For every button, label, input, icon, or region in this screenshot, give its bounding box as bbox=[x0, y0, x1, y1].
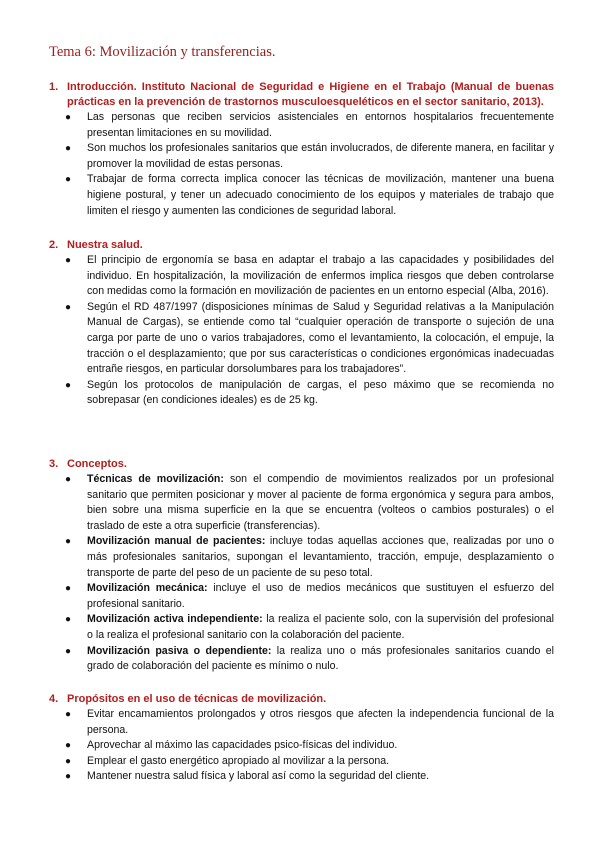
bullet-dot-icon: ● bbox=[64, 755, 72, 767]
list-item bbox=[49, 472, 554, 534]
list-item bbox=[49, 581, 554, 612]
bullet-dot-icon: ● bbox=[64, 174, 72, 186]
bullet-dot-icon: ● bbox=[64, 536, 72, 548]
section-heading-text: Propósitos en el uso de técnicas de movilización. bbox=[67, 693, 327, 705]
section-heading bbox=[49, 692, 554, 707]
bullet-dot-icon: ● bbox=[64, 614, 72, 626]
section-heading bbox=[49, 238, 554, 253]
bullet-list bbox=[49, 253, 554, 409]
bullet-dot-icon: ● bbox=[64, 379, 72, 391]
page-title: Tema 6: Movilización y transferencias. bbox=[49, 44, 276, 60]
list-item bbox=[49, 612, 554, 643]
bullet-list bbox=[49, 110, 554, 219]
bullet-list bbox=[49, 707, 554, 785]
section-number: 2. bbox=[49, 239, 59, 251]
section-conceptos bbox=[49, 457, 554, 675]
list-item-text: Según el RD 487/1997 (disposiciones mínimas de Salud y Seguridad relativas a la Manipulación Manual de Cargas), se entiende como tal “cualquier operación de transporte o sujeción de una carga por parte de uno o varios trabajadores, como el levantamiento, la colocación, el empuje, la tracción o el desplazamiento; que por sus características o condiciones ergonómicas inadecuadas entrañe riesgos, en particular dorsolumbares para los trabajadores”. bbox=[87, 300, 554, 376]
bullet-dot-icon: ● bbox=[64, 143, 72, 155]
list-item bbox=[49, 707, 554, 738]
bullet-dot-icon: ● bbox=[64, 301, 72, 313]
section-nuestra-salud bbox=[49, 238, 554, 409]
list-item-text: Movilización activa independiente: la realiza el paciente solo, con la supervisión del profesional o la realiza el profesional sanitario con la colaboración del paciente. bbox=[87, 613, 555, 641]
section-heading-text: Conceptos. bbox=[67, 458, 127, 470]
list-item bbox=[49, 534, 554, 581]
section-introduccion bbox=[49, 80, 554, 219]
bullet-dot-icon: ● bbox=[64, 709, 72, 720]
list-item-text: Las personas que reciben servicios asistenciales en entornos hospitalarios frecuentemente presentan limitaciones en su movilidad. bbox=[87, 111, 554, 139]
list-item bbox=[49, 141, 554, 172]
section-number: 1. bbox=[49, 81, 59, 93]
bullet-dot-icon: ● bbox=[64, 112, 72, 123]
list-item-text: Son muchos los profesionales sanitarios que están involucrados, de diferente manera, en facilitar y promover la movilidad de estas personas. bbox=[87, 142, 554, 170]
section-propositos bbox=[49, 692, 554, 785]
bullet-dot-icon: ● bbox=[64, 740, 72, 752]
list-item bbox=[49, 172, 554, 219]
bullet-dot-icon: ● bbox=[64, 255, 72, 266]
list-item-text: Emplear el gasto energético apropiado al movilizar a la persona. bbox=[87, 754, 390, 767]
list-item bbox=[49, 644, 554, 675]
list-item bbox=[49, 110, 554, 141]
bullet-dot-icon: ● bbox=[64, 771, 72, 783]
bullet-dot-icon: ● bbox=[64, 474, 72, 485]
term-label: Técnicas de movilización: bbox=[87, 473, 224, 485]
term-label: Movilización manual de pacientes: bbox=[87, 535, 266, 548]
section-number: 3. bbox=[49, 458, 59, 470]
list-item-text: Trabajar de forma correcta implica conocer las técnicas de movilización, mantener una buena higiene postural, y tener un adecuado conocimiento de los equipos y materiales de trabajo que limiten el riesgo y aumenten las condiciones de seguridad laboral. bbox=[87, 173, 554, 217]
section-heading bbox=[49, 457, 554, 472]
list-item bbox=[49, 378, 554, 409]
bullet-dot-icon: ● bbox=[64, 645, 72, 657]
list-item-text: Movilización manual de pacientes: incluye todas aquellas acciones que, realizadas por uno o más profesionales sanitarios, supongan el levantamiento, tracción, empuje, desplazamiento o transporte de parte del peso de un paciente de su peso total. bbox=[87, 535, 554, 579]
section-number: 4. bbox=[49, 693, 59, 705]
term-label: Movilización pasiva o dependiente: bbox=[87, 644, 272, 657]
list-item-text: Movilización pasiva o dependiente: la realiza uno o más profesionales sanitarios cuando el grado de colaboración del paciente es mínimo o nulo. bbox=[87, 644, 554, 673]
list-item-text: Movilización mecánica: incluye el uso de medios mecánicos que sustituyen el esfuerzo del profesional sanitario. bbox=[87, 582, 555, 610]
list-item-text: Mantener nuestra salud física y laboral así como la seguridad del cliente. bbox=[87, 770, 430, 783]
list-item bbox=[49, 738, 554, 754]
list-item bbox=[49, 300, 554, 378]
list-item bbox=[49, 769, 554, 785]
term-label: Movilización activa independiente: bbox=[87, 613, 263, 626]
section-heading bbox=[49, 80, 554, 110]
section-heading-text: Nuestra salud. bbox=[67, 239, 143, 251]
section-heading-text: Introducción. Instituto Nacional de Seguridad e Higiene en el Trabajo (Manual de buenas prácticas en la prevención de trastornos musculoesqueléticos en el sector sanitario, 2013). bbox=[67, 81, 554, 108]
list-item bbox=[49, 754, 554, 770]
list-item-text: Técnicas de movilización: son el compendio de movimientos realizados por un profesional sanitario que permiten posicionar y mover al paciente de forma ergonómica y segura para ambos, bien sobre una misma superficie en la que se encuentra (volteos o cambios posturales) o el traslado de este a otra superficie (transferencias). bbox=[87, 473, 554, 532]
list-item-text: Según los protocolos de manipulación de cargas, el peso máximo que se recomienda no sobrepasar (en condiciones ideales) es de 25 kg. bbox=[87, 378, 554, 407]
list-item-text: Aprovechar al máximo las capacidades psico-físicas del individuo. bbox=[87, 739, 398, 752]
list-item bbox=[49, 253, 554, 300]
term-label: Movilización mecánica: bbox=[87, 582, 208, 595]
list-item-text: Evitar encamamientos prolongados y otros riesgos que afecten la independencia funcional de la persona. bbox=[87, 708, 554, 736]
bullet-list bbox=[49, 472, 554, 675]
bullet-dot-icon: ● bbox=[64, 583, 72, 595]
list-item-text: El principio de ergonomía se basa en adaptar el trabajo a las capacidades y posibilidades del individuo. En hospitalización, la movilización de enfermos implica riesgos que deben controlarse con medidas como la formación en movilización de pacientes en un entorno especial (Alba, 2016). bbox=[87, 254, 554, 298]
